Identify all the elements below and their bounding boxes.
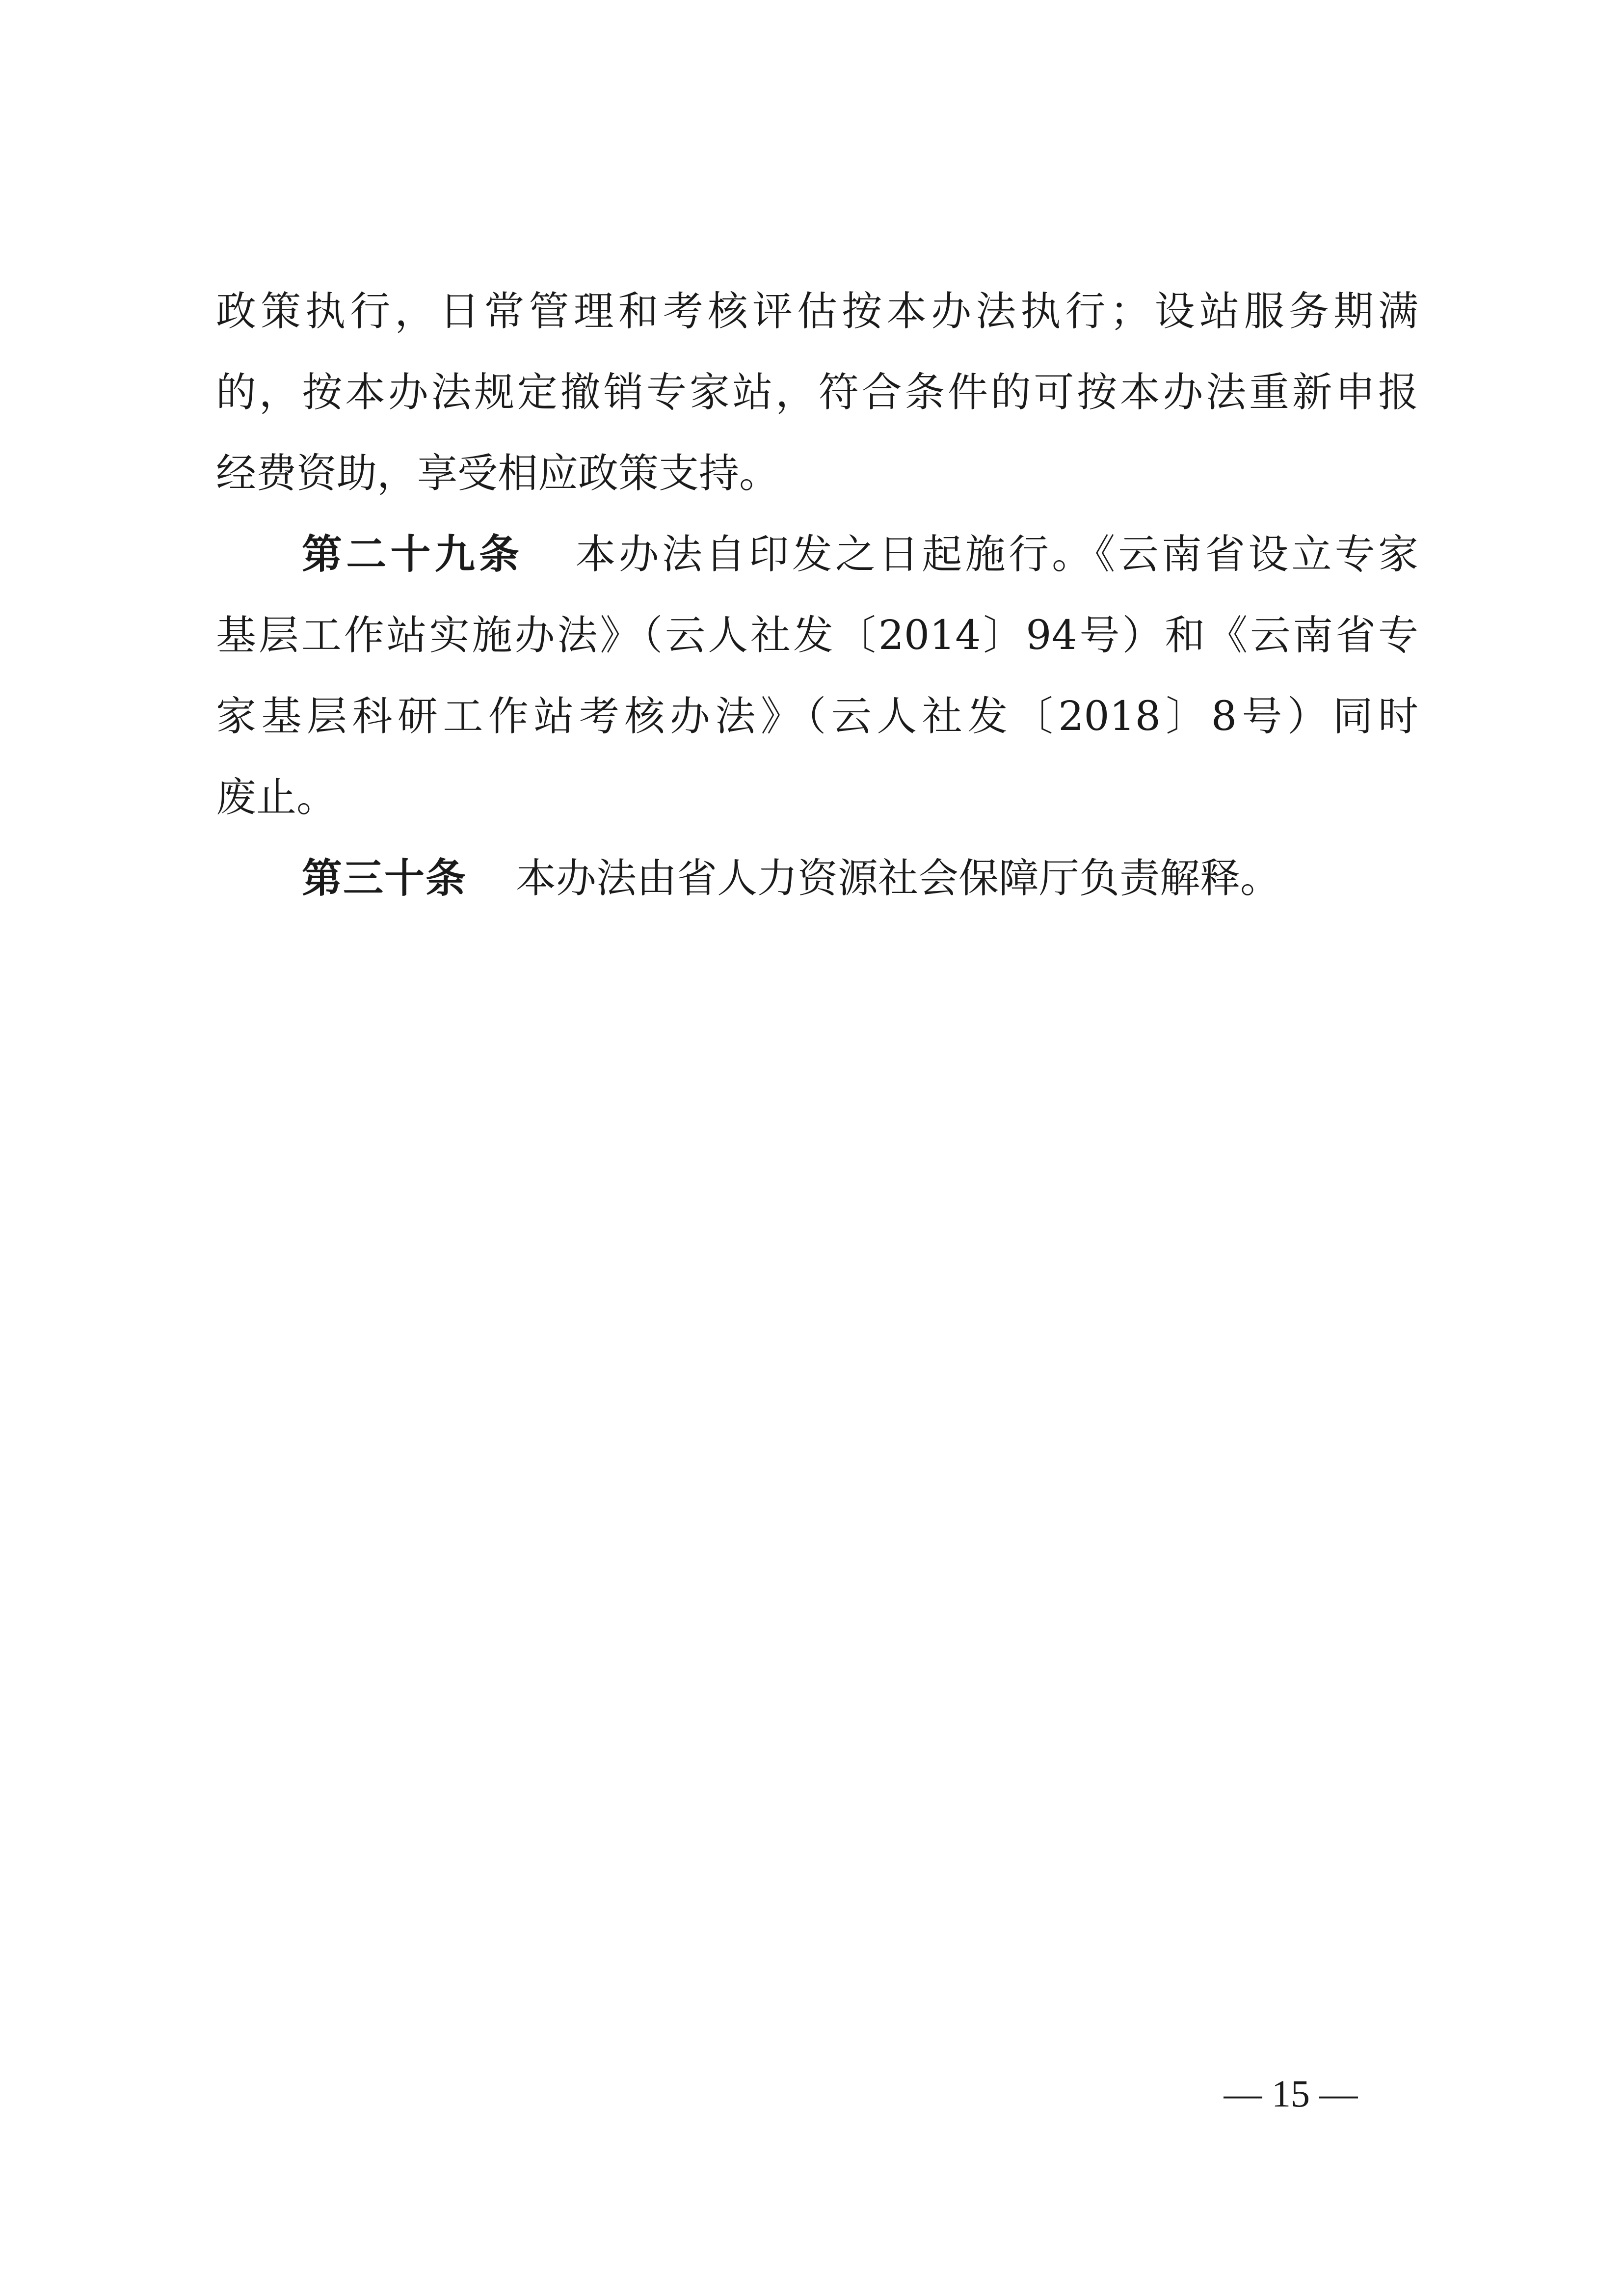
body-line: 家基层科研工作站考核办法》（云人社发〔2018〕8号）同时 (216, 693, 1418, 740)
article-30-title: 第三十条 (302, 855, 467, 902)
article-30-text: 本办法由省人力资源社会保障厅负责解释。 (516, 855, 1281, 902)
body-line: 的，按本办法规定撤销专家站，符合条件的可按本办法重新申报 (216, 369, 1418, 416)
body-line: 政策执行，日常管理和考核评估按本办法执行；设站服务期满 (216, 288, 1418, 335)
article-29-text: 本办法自印发之日起施行。《云南省设立专家 (572, 531, 1418, 578)
article-30-line (302, 830, 1418, 928)
article-29-title: 第二十九条 (302, 531, 524, 578)
page-number: — 15 — (1224, 2072, 1358, 2115)
body-line: 经费资助，享受相应政策支持。 (216, 450, 780, 497)
body-line: 废止。 (216, 774, 337, 821)
body-line: 基层工作站实施办法》（云人社发〔2014〕94号）和《云南省专 (216, 612, 1418, 659)
